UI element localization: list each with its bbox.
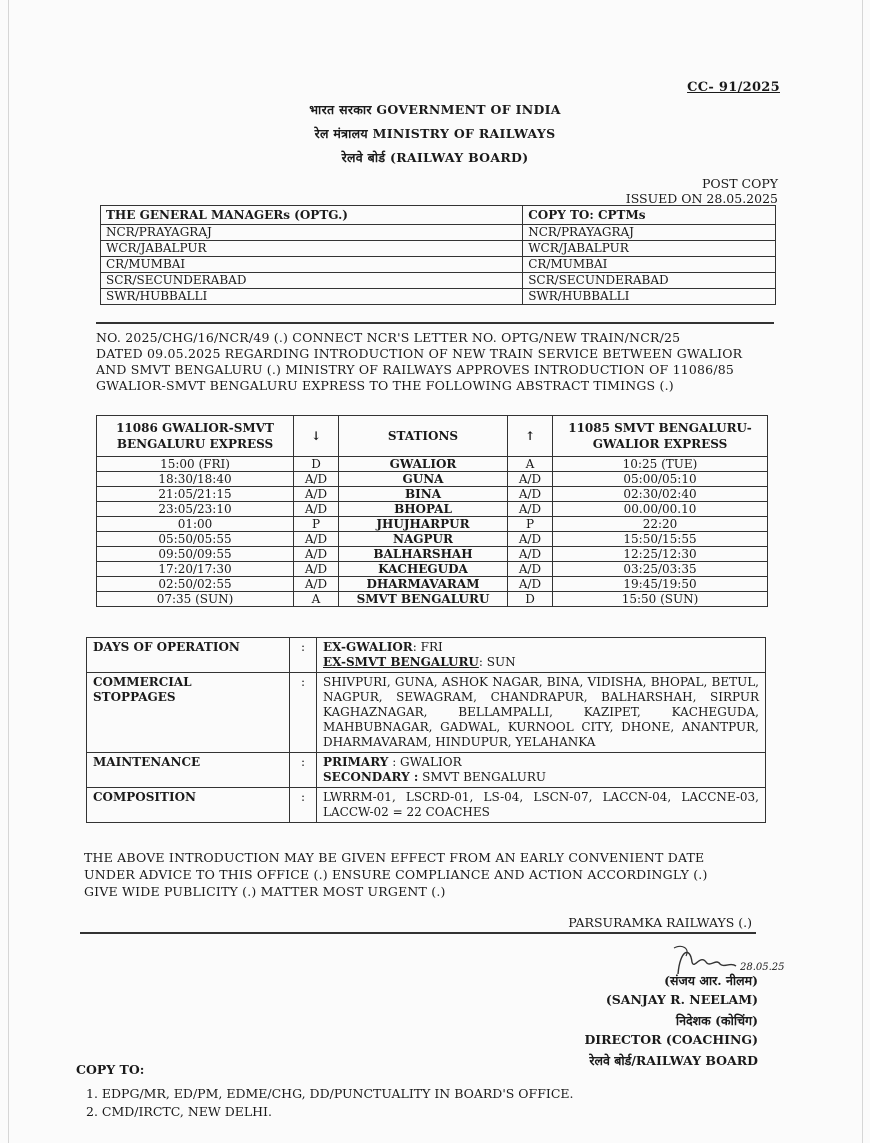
colon: : [290,753,317,788]
copy-to-item: 1. EDPG/MR, ED/PM, EDME/CHG, DD/PUNCTUALITY IN BOARD'S OFFICE. [86,1086,574,1101]
reference-number: CC- 91/2025 [687,80,780,95]
address-col1-header: THE GENERAL MANAGERs (OPTG.) [101,206,523,225]
table-row [87,673,766,753]
sender: PARSURAMKA RAILWAYS (.) [568,915,752,930]
divider [96,322,774,324]
table-row: 18:30/18:40 A/D GUNA A/D 05:00/05:10 [97,472,768,487]
divider [80,932,756,934]
up-arrow-icon: ↑ [508,416,553,457]
days-value: EX-GWALIOR: FRI EX-SMVT BENGALURU: SUN [317,638,766,673]
header-ministry: रेल मंत्रालय MINISTRY OF RAILWAYS [314,126,556,141]
table-row: SCR/SECUNDERABAD SCR/SECUNDERABAD [101,273,776,289]
down-arrow-icon: ↓ [294,416,339,457]
table-row [87,788,766,823]
table-row: 09:50/09:55 A/D BALHARSHAH A/D 12:25/12:30 [97,547,768,562]
table-row: 23:05/23:10 A/D BHOPAL A/D 00.00/00.10 [97,502,768,517]
body-line: AND SMVT BENGALURU (.) MINISTRY OF RAILWAYS APPROVES INTRODUCTION OF 11086/85 [96,362,735,377]
stations-header: STATIONS [339,416,508,457]
stoppages-label: COMMERCIAL STOPPAGES [87,673,290,753]
timetable [96,415,768,607]
down-train-header: 11086 GWALIOR-SMVT BENGALURU EXPRESS [97,416,294,457]
composition-value: LWRRM-01, LSCRD-01, LS-04, LSCN-07, LACCN-04, LACCNE-03, LACCW-02 = 22 COACHES [317,788,766,823]
copy-to-item: 2. CMD/IRCTC, NEW DELHI. [86,1104,272,1119]
table-row [87,638,766,673]
days-label: DAYS OF OPERATION [87,638,290,673]
composition-label: COMPOSITION [87,788,290,823]
signatory-designation: DIRECTOR (COACHING) [584,1032,758,1047]
body-line: GWALIOR-SMVT BENGALURU EXPRESS TO THE FOLLOWING ABSTRACT TIMINGS (.) [96,378,674,393]
table-row: 01:00 P JHUJHARPUR P 22:20 [97,517,768,532]
table-row: 15:00 (FRI) D GWALIOR A 10:25 (TUE) [97,457,768,472]
closing-line: UNDER ADVICE TO THIS OFFICE (.) ENSURE COMPLIANCE AND ACTION ACCORDINGLY (.) [84,867,708,882]
table-row: NCR/PRAYAGRAJ NCR/PRAYAGRAJ [101,225,776,241]
maintenance-value: PRIMARY : GWALIOR SECONDARY : SMVT BENGALURU [317,753,766,788]
copy-to-heading: COPY TO: [76,1062,145,1077]
colon: : [290,788,317,823]
table-row: WCR/JABALPUR WCR/JABALPUR [101,241,776,257]
signatory-name: (SANJAY R. NEELAM) [605,992,758,1007]
table-row: 02:50/02:55 A/D DHARMAVARAM A/D 19:45/19:50 [97,577,768,592]
table-row: CR/MUMBAI CR/MUMBAI [101,257,776,273]
table-row: 07:35 (SUN) A SMVT BENGALURU D 15:50 (SUN) [97,592,768,607]
table-row: SWR/HUBBALLI SWR/HUBBALLI [101,289,776,305]
header-board: रेलवे बोर्ड (RAILWAY BOARD) [341,150,529,165]
post-copy-label: POST COPY [701,176,778,191]
body-line: NO. 2025/CHG/16/NCR/49 (.) CONNECT NCR'S LETTER NO. OPTG/NEW TRAIN/NCR/25 [96,330,681,345]
table-row: 21:05/21:15 A/D BINA A/D 02:30/02:40 [97,487,768,502]
closing-line: THE ABOVE INTRODUCTION MAY BE GIVEN EFFECT FROM AN EARLY CONVENIENT DATE [84,850,705,865]
header-government: भारत सरकार GOVERNMENT OF INDIA [309,102,561,117]
up-train-header: 11085 SMVT BENGALURU-GWALIOR EXPRESS [553,416,768,457]
signature-date: 28.05.25 [740,962,785,973]
body-line: DATED 09.05.2025 REGARDING INTRODUCTION OF NEW TRAIN SERVICE BETWEEN GWALIOR [96,346,743,361]
table-row: 05:50/05:55 A/D NAGPUR A/D 15:50/15:55 [97,532,768,547]
colon: : [290,638,317,673]
address-table [100,205,776,305]
closing-line: GIVE WIDE PUBLICITY (.) MATTER MOST URGENT (.) [84,884,446,899]
maintenance-label: MAINTENANCE [87,753,290,788]
post-copy-block [626,176,778,206]
signatory-designation-hindi: निदेशक (कोचिंग) [675,1013,758,1028]
issued-on-date: ISSUED ON 28.05.2025 [625,191,778,206]
table-row: 17:20/17:30 A/D KACHEGUDA A/D 03:25/03:35 [97,562,768,577]
train-details-table [86,637,766,823]
stoppages-value: SHIVPURI, GUNA, ASHOK NAGAR, BINA, VIDISHA, BHOPAL, BETUL, NAGPUR, SEWAGRAM, CHANDRAPUR, BALHARSHAH, SIRPUR KAGHAZNAGAR, BELLAMPALLI, KAZIPET, KACHEGUDA, MAHBUBNAGAR, GADWAL, KURNOOL CITY, DHONE, ANANTPUR, DHARMAVARAM, HINDUPUR, YELAHANKA [317,673,766,753]
colon: : [290,673,317,753]
table-row [87,753,766,788]
signatory-name-hindi: (संजय आर. नीलम) [664,973,758,988]
address-col2-header: COPY TO: CPTMs [523,206,776,225]
signatory-office: रेलवे बोर्ड/RAILWAY BOARD [589,1053,758,1068]
